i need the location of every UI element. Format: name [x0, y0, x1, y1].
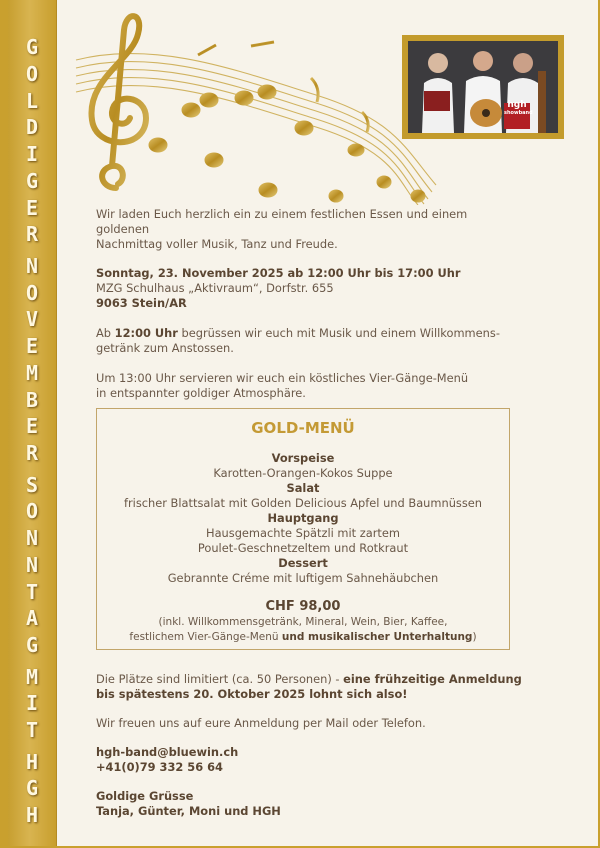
starter-dish: Karotten-Orangen-Kokos Suppe: [213, 466, 393, 480]
side-banner-letter: N: [25, 552, 39, 577]
welcome-prefix: Ab: [96, 326, 115, 340]
intro-line-1: Wir laden Euch herzlich ein zu einem festlichen Essen und einem goldenen: [96, 207, 468, 236]
deadline-line: bis spätestens 20. Oktober 2025 lohnt sich also!: [96, 687, 408, 701]
price-note-entertainment: und musikalischer Unterhaltung: [281, 631, 473, 643]
side-banner-letter: M: [25, 664, 39, 689]
menu-price: CHF 98,00: [265, 599, 341, 614]
side-banner-letter: I: [25, 691, 39, 716]
price-note-line-2: [97, 630, 509, 645]
left-gold-border: [0, 0, 8, 848]
side-banner-text: [8, 36, 56, 826]
serve-line-2: in entspannter goldiger Atmosphäre.: [96, 386, 306, 400]
welcome-line-1: [96, 326, 516, 341]
dessert-label: Dessert: [278, 556, 328, 570]
registration-line: Wir freuen uns auf eure Anmeldung per Mail oder Telefon.: [96, 716, 426, 730]
welcome-line-2: getränk zum Anstossen.: [96, 341, 234, 355]
price-note-close: ): [472, 631, 477, 643]
serve-line-1: Um 13:00 Uhr servieren wir euch ein köstliches Vier-Gänge-Menü: [96, 371, 469, 385]
limit-line: [96, 672, 536, 687]
main-dish-line-2: Poulet-Geschnetzeltem und Rotkraut: [197, 541, 409, 555]
side-banner-letter: M: [25, 360, 39, 385]
side-banner-letter: G: [25, 168, 39, 193]
side-banner-letter: E: [25, 334, 39, 358]
side-banner-letter: O: [25, 499, 39, 524]
side-banner-letter: R: [25, 441, 39, 465]
contact-phone: +41(0)79 332 56 64: [96, 760, 223, 774]
limit-emphasis: eine frühzeitige Anmeldung: [343, 672, 522, 686]
main-dish-line-1: Hausgemachte Spätzli mit zartem: [206, 526, 400, 540]
event-datetime: Sonntag, 23. November 2025 ab 12:00 Uhr bis 17:00 Uhr: [96, 266, 461, 280]
side-banner-letter: L: [25, 88, 39, 113]
side-banner-letter: T: [25, 579, 39, 604]
band-photo: [402, 35, 564, 139]
invitation-body: [96, 207, 516, 401]
greeting: Goldige Grüsse: [96, 789, 194, 803]
event-place: 9063 Stein/AR: [96, 296, 187, 310]
side-banner-letter: I: [25, 142, 39, 166]
band-members-illustration: [408, 41, 558, 133]
invitation-footer: [96, 672, 536, 819]
side-banner-letter: T: [25, 718, 39, 742]
side-banner-letter: E: [25, 414, 39, 439]
band-logo-text: hgh: [507, 100, 527, 110]
side-banner-letter: H: [25, 749, 39, 774]
menu-courses: [97, 451, 509, 586]
side-banner-letter: N: [25, 253, 39, 278]
main-label: Hauptgang: [267, 511, 339, 525]
intro-line-2: Nachmittag voller Musik, Tanz und Freude.: [96, 237, 338, 251]
price-note-menu: festlichem Vier-Gänge-Menü: [129, 631, 282, 643]
side-banner-letter: G: [25, 633, 39, 657]
side-banner-letter: N: [25, 526, 39, 550]
side-banner-letter: S: [25, 472, 39, 497]
welcome-time: 12:00 Uhr: [114, 326, 178, 340]
side-banner-letter: D: [25, 115, 39, 140]
side-banner-letter: G: [25, 776, 39, 801]
salad-label: Salat: [286, 481, 320, 495]
gold-menu-box: [96, 408, 510, 650]
side-banner-letter: O: [25, 280, 39, 305]
band-logo-subtext: showband: [504, 110, 533, 116]
side-banner-letter: V: [25, 307, 39, 332]
dessert-dish: Gebrannte Créme mit luftigem Sahnehäubchen: [167, 571, 439, 585]
side-banner-letter: O: [25, 61, 39, 86]
side-banner-letter: H: [25, 803, 39, 827]
event-venue: MZG Schulhaus „Aktivraum“, Dorfstr. 655: [96, 281, 334, 295]
band-logo: [504, 100, 533, 116]
contact-email: hgh-band@bluewin.ch: [96, 745, 239, 759]
signature-names: Tanja, Günter, Moni und HGH: [96, 804, 281, 818]
price-note-line-1: (inkl. Willkommensgetränk, Mineral, Wein, Bier, Kaffee,: [158, 616, 448, 628]
side-banner-letter: A: [25, 606, 39, 631]
salad-dish: frischer Blattsalat mit Golden Delicious Apfel und Baumnüssen: [123, 496, 483, 510]
welcome-rest: begrüssen wir euch mit Musik und einem Willkommens-: [177, 326, 500, 340]
menu-title: GOLD-MENÜ: [251, 419, 355, 437]
music-notes-illustration: [66, 0, 446, 205]
starter-label: Vorspeise: [271, 451, 335, 465]
limit-text: Die Plätze sind limitiert (ca. 50 Personen) -: [96, 672, 344, 686]
side-banner-letter: G: [25, 35, 39, 59]
side-banner-letter: B: [25, 387, 39, 412]
side-banner-letter: E: [25, 195, 39, 220]
side-banner-letter: R: [25, 222, 39, 247]
